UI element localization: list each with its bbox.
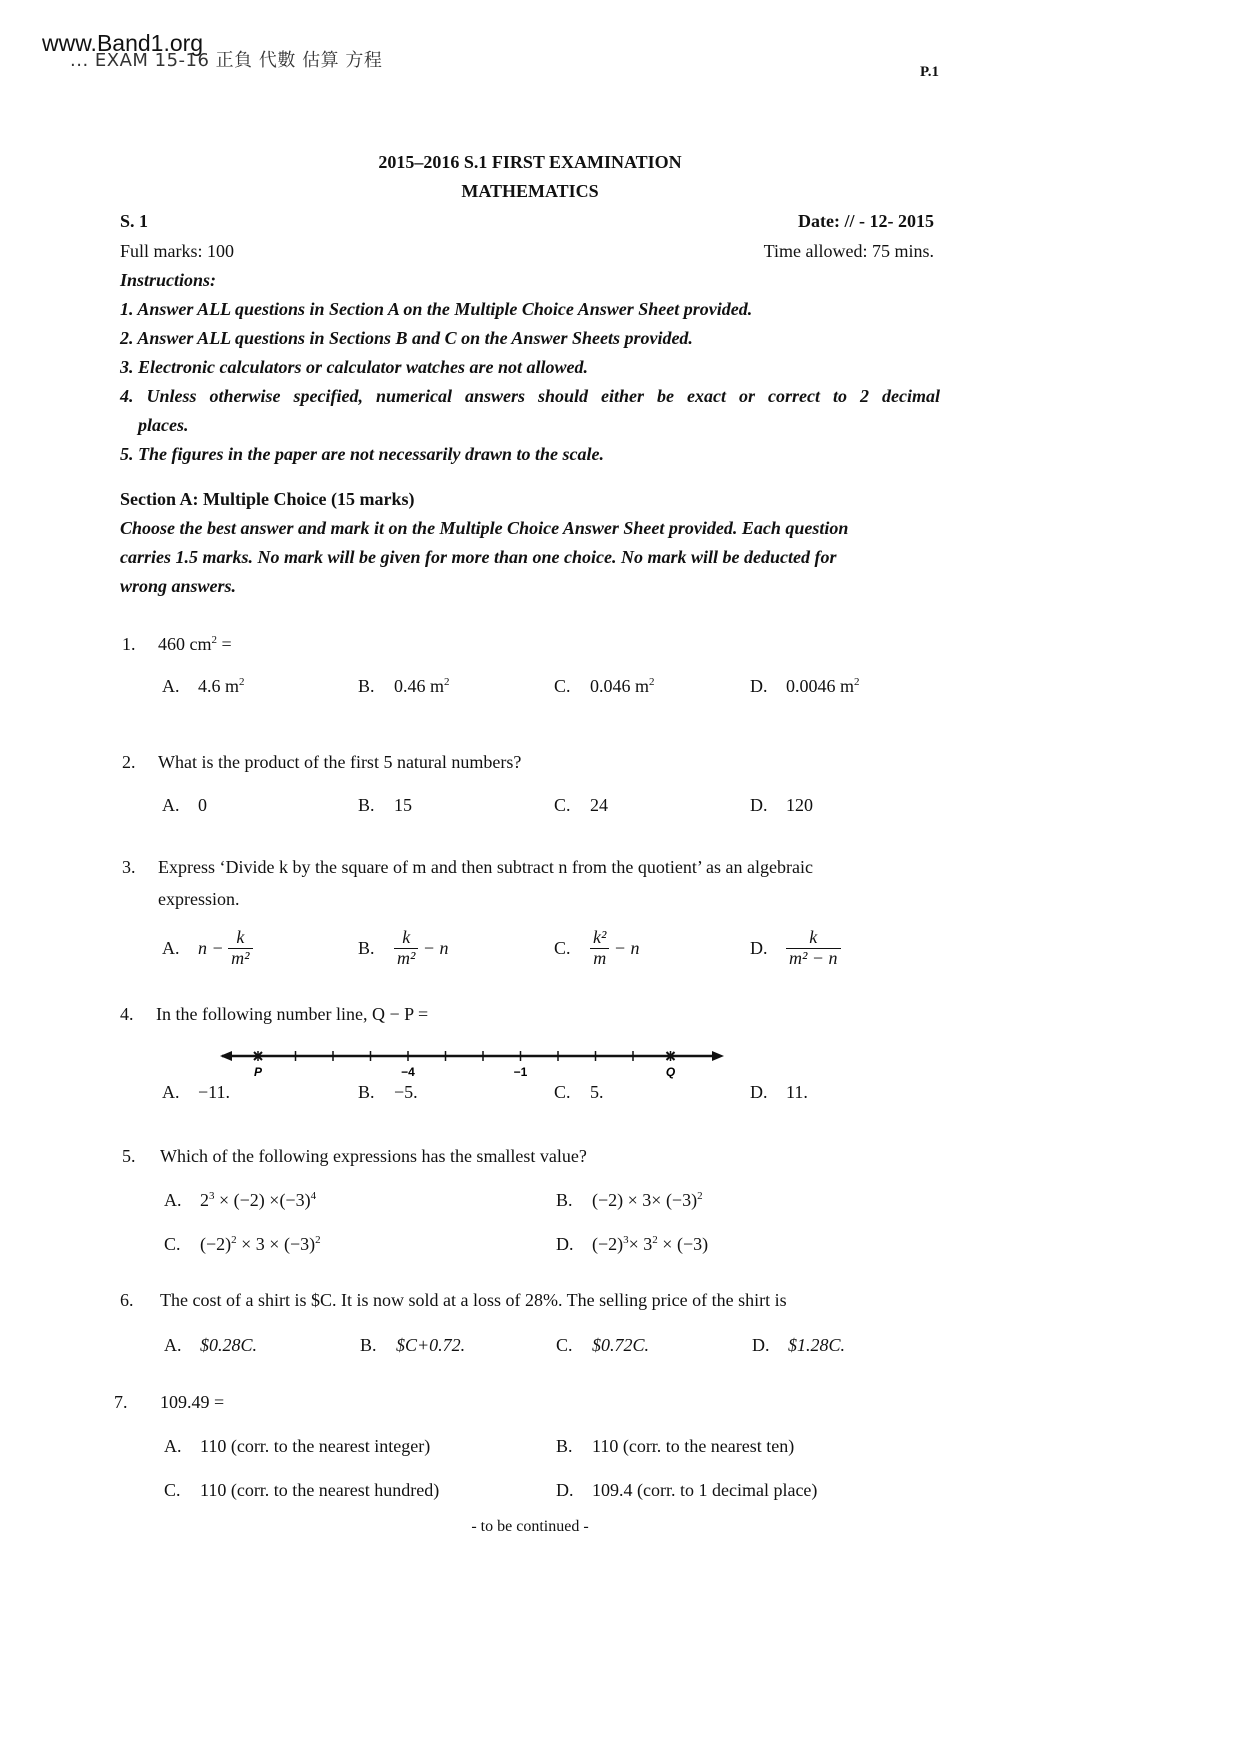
question-stem: 109.49 = bbox=[160, 1392, 225, 1412]
question-number: 1. bbox=[122, 634, 136, 654]
question-stem: Express ‘Divide k by the square of m and then subtract n from the quotient’ as an algebraic bbox=[158, 857, 813, 877]
question-number: 2. bbox=[122, 752, 136, 772]
option-b[interactable]: B. 110 (corr. to the nearest ten) bbox=[556, 1436, 795, 1456]
question-number: 4. bbox=[120, 1004, 134, 1024]
option-a[interactable]: A. 4.6 $m^2$ bbox=[162, 676, 245, 696]
option-c[interactable]: C. $\frac{\text{k²}}{m}$ − n bbox=[554, 927, 640, 968]
question-stem: The cost of a shirt is $C. It is now sold at a loss of 28%. The selling price of the shirt is bbox=[160, 1290, 787, 1310]
option-d[interactable]: D. $(-2)^3\times 3^2 \times (-3)$ bbox=[556, 1234, 709, 1254]
option-c[interactable]: C. 24 bbox=[554, 795, 608, 815]
question-stem-continuation: expression. bbox=[158, 889, 240, 909]
question-number: 3. bbox=[122, 857, 136, 877]
option-b[interactable]: B. $\frac{k}{\text{m²}}$ − n bbox=[358, 927, 449, 968]
option-b[interactable]: B. 15 bbox=[358, 795, 412, 815]
option-a[interactable]: A. −11. bbox=[162, 1082, 230, 1102]
exam-time-allowed: Time allowed: 75 mins. bbox=[763, 241, 934, 261]
exam-subject: MATHEMATICS bbox=[461, 181, 599, 201]
option-b[interactable]: B. $(-2) \times 3\times (-3)^2$ bbox=[556, 1190, 703, 1210]
question-stem: Which of the following expressions has the smallest value? bbox=[160, 1146, 587, 1166]
instructions-heading: Instructions: bbox=[120, 270, 217, 290]
option-b[interactable]: B. 0.46 $m^2$ bbox=[358, 676, 450, 696]
instruction-item: 1. Answer ALL questions in Section A on the Multiple Choice Answer Sheet provided. bbox=[120, 299, 753, 319]
option-c[interactable]: C. 110 (corr. to the nearest hundred) bbox=[164, 1480, 440, 1500]
option-a[interactable]: A. $0.28C. bbox=[164, 1335, 258, 1355]
number-line-figure bbox=[218, 1044, 728, 1084]
question-number: 5. bbox=[122, 1146, 136, 1166]
option-b[interactable]: B. $C+0.72. bbox=[360, 1335, 466, 1355]
option-b[interactable]: B. −5. bbox=[358, 1082, 418, 1102]
exam-full-marks: Full marks: 100 bbox=[120, 241, 235, 261]
exam-form: S. 1 bbox=[120, 211, 149, 231]
question-stem: 460 $cm^2$ = bbox=[158, 634, 232, 654]
document-subheading: ... EXAM 15-16 正負 代數 估算 方程 bbox=[70, 50, 383, 71]
instruction-item: 3. Electronic calculators or calculator watches are not allowed. bbox=[120, 357, 588, 377]
option-c[interactable]: C. 5. bbox=[554, 1082, 604, 1102]
option-d[interactable]: D. 0.0046 $m^2$ bbox=[750, 676, 860, 696]
question-stem: In the following number line, Q − P = bbox=[156, 1004, 429, 1024]
option-d[interactable]: D. $\frac{k}{\text{m² − n}}$ bbox=[750, 928, 841, 969]
instruction-item-continuation: places. bbox=[138, 415, 189, 435]
question-stem: What is the product of the first 5 natural numbers? bbox=[158, 752, 522, 772]
number-line-label: −1 bbox=[513, 1065, 528, 1079]
option-c[interactable]: C. 0.046 $m^2$ bbox=[554, 676, 655, 696]
option-a[interactable]: A. n − $\frac{k}{\text{m²}}$ bbox=[162, 928, 253, 969]
instruction-item: 5. The figures in the paper are not necessarily drawn to the scale. bbox=[120, 444, 605, 464]
option-d[interactable]: D. 11. bbox=[750, 1082, 808, 1102]
option-a[interactable]: A. 0 bbox=[162, 795, 207, 815]
option-a[interactable]: A. $2^3 \times (-2) \times(-3)^4$ bbox=[164, 1190, 317, 1210]
number-line-label: −4 bbox=[401, 1065, 415, 1079]
page-number: P.1 bbox=[920, 64, 940, 80]
section-a-note-line: carries 1.5 marks. No mark will be given for more than one choice. No mark will be deducted for bbox=[120, 547, 837, 567]
exam-date: Date: // - 12- 2015 bbox=[798, 211, 934, 231]
instruction-item: 2. Answer ALL questions in Sections B and C on the Answer Sheets provided. bbox=[120, 328, 693, 348]
number-line-label: P bbox=[253, 1065, 263, 1079]
option-d[interactable]: D. $1.28C. bbox=[752, 1335, 846, 1355]
option-a[interactable]: A. 110 (corr. to the nearest integer) bbox=[164, 1436, 431, 1456]
to-be-continued-note: - to be continued - bbox=[471, 1518, 589, 1535]
question-number: 7. bbox=[114, 1392, 128, 1412]
option-c[interactable]: C. $(-2)^2 \times 3 \times (-3)^2$ bbox=[164, 1234, 321, 1254]
arrow-left-icon bbox=[220, 1051, 232, 1061]
option-d[interactable]: D. 120 bbox=[750, 795, 813, 815]
section-a-note-line: Choose the best answer and mark it on the Multiple Choice Answer Sheet provided. Each question bbox=[120, 518, 849, 538]
instruction-item: 4. Unless otherwise specified, numerical answers should either be exact or correct to 2 decimal bbox=[120, 386, 940, 406]
section-a-note-line: wrong answers. bbox=[120, 576, 237, 596]
option-c[interactable]: C. $0.72C. bbox=[556, 1335, 650, 1355]
exam-title: 2015–2016 S.1 FIRST EXAMINATION bbox=[378, 152, 682, 172]
question-number: 6. bbox=[120, 1290, 134, 1310]
option-d[interactable]: D. 109.4 (corr. to 1 decimal place) bbox=[556, 1480, 818, 1500]
watermark-link[interactable]: www.Band1.org bbox=[42, 30, 204, 56]
arrow-right-icon bbox=[712, 1051, 724, 1061]
number-line-label: Q bbox=[665, 1065, 676, 1079]
section-a-heading: Section A: Multiple Choice (15 marks) bbox=[120, 489, 415, 509]
